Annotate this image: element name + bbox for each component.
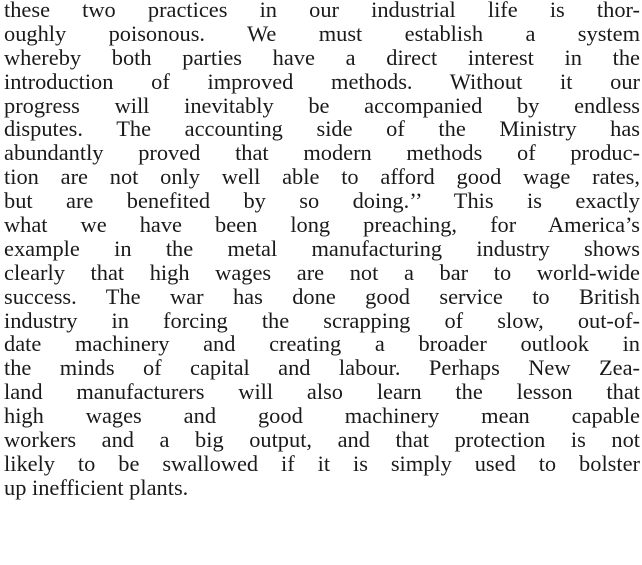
text-line: workers and a big output, and that protection is not [4,427,640,453]
text-line: introduction of improved methods. Without it our [4,68,640,94]
text-line: but are benefited by so doing.’’ This is exactly [4,188,640,214]
text-line: likely to be swallowed if it is simply used to bolster [4,450,640,476]
text-line: abundantly proved that modern methods of produc- [4,140,640,166]
text-line: whereby both parties have a direct interest in the [4,44,640,70]
text-line-last: up inefficient plants. [4,474,189,500]
text-line: tion are not only well able to afford good wage rates, [4,164,640,190]
text-line: industry in forcing the scrapping of slow, out-of- [4,307,640,333]
text-line: disputes. The accounting side of the Ministry has [4,116,640,142]
text-line: the minds of capital and labour. Perhaps New Zea- [4,355,640,381]
text-line: what we have been long preaching, for America’s [4,212,640,238]
text-line: these two practices in our industrial life is thor- [4,0,640,22]
text-line: clearly that high wages are not a bar to world-wide [4,259,640,285]
text-line: high wages and good machinery mean capable [4,403,640,429]
article-text-column [4,0,640,500]
text-line: date machinery and creating a broader outlook in [4,331,640,357]
text-line: land manufacturers will also learn the lesson that [4,379,640,405]
text-line: progress will inevitably be accompanied by endless [4,92,640,118]
text-line: example in the metal manufacturing industry shows [4,235,640,261]
text-line: success. The war has done good service to British [4,283,640,309]
text-line: oughly poisonous. We must establish a system [4,20,640,46]
